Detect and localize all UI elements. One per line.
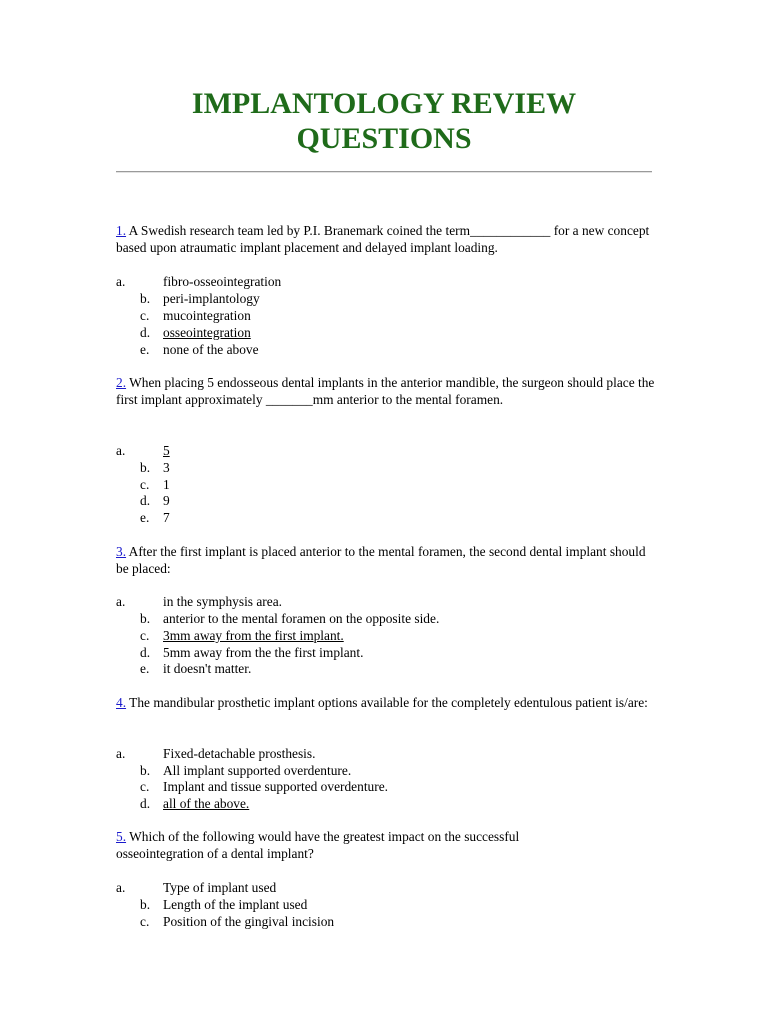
option-text: All implant supported overdenture. bbox=[163, 763, 352, 778]
option-letter: b. bbox=[140, 897, 151, 912]
page-title-line-2: QUESTIONS bbox=[296, 122, 472, 155]
option-text: 3 bbox=[163, 460, 170, 475]
option-letter: b. bbox=[140, 460, 151, 475]
option-letter: d. bbox=[140, 645, 151, 660]
option-letter: c. bbox=[140, 779, 150, 794]
option-text: Type of implant used bbox=[163, 880, 277, 895]
option-text: Position of the gingival incision bbox=[163, 914, 335, 929]
option-text-answer: osseointegration bbox=[163, 325, 251, 340]
option-text: Length of the implant used bbox=[163, 897, 308, 912]
question-5-text: Which of the following would have the greatest impact on the successful osseointegration of a dental implant? bbox=[116, 829, 520, 861]
page-title-line-1: IMPLANTOLOGY REVIEW bbox=[191, 87, 577, 120]
option-text: Implant and tissue supported overdenture. bbox=[163, 779, 388, 794]
question-1-text: A Swedish research team led by P.I. Branemark coined the term____________ for a new concept based upon atraumatic implant placement and delayed implant loading. bbox=[116, 223, 650, 255]
horizontal-rule bbox=[116, 171, 652, 173]
option-letter: c. bbox=[140, 628, 150, 643]
question-3-number-link[interactable]: 3. bbox=[116, 544, 127, 559]
option-text: fibro-osseointegration bbox=[163, 274, 282, 289]
question-1-number-link[interactable]: 1. bbox=[116, 223, 127, 238]
option-letter: a. bbox=[116, 746, 126, 761]
question-1-stem bbox=[116, 222, 656, 256]
question-5-stem bbox=[116, 828, 536, 862]
option-letter: a. bbox=[116, 443, 126, 458]
option-text-answer: 5 bbox=[163, 443, 170, 458]
option-letter: c. bbox=[140, 477, 150, 492]
question-4-stem bbox=[116, 694, 656, 711]
option-text: peri-implantology bbox=[163, 291, 260, 306]
option-letter: e. bbox=[140, 661, 150, 676]
option-text: 5mm away from the the first implant. bbox=[163, 645, 364, 660]
option-letter: c. bbox=[140, 308, 150, 323]
option-text: mucointegration bbox=[163, 308, 251, 323]
question-2-text: When placing 5 endosseous dental implants in the anterior mandible, the surgeon should place the first implant approximately _______mm anterior to the mental foramen. bbox=[116, 375, 655, 407]
option-text: Fixed-detachable prosthesis. bbox=[163, 746, 316, 761]
page-title bbox=[0, 86, 768, 156]
option-text: it doesn't matter. bbox=[163, 661, 252, 676]
question-3-stem bbox=[116, 543, 656, 577]
option-letter: a. bbox=[116, 274, 126, 289]
question-2-stem bbox=[116, 374, 656, 408]
option-letter: a. bbox=[116, 594, 126, 609]
question-5-number-link[interactable]: 5. bbox=[116, 829, 127, 844]
option-letter: c. bbox=[140, 914, 150, 929]
option-letter: a. bbox=[116, 880, 126, 895]
option-letter: e. bbox=[140, 342, 150, 357]
option-text: 9 bbox=[163, 493, 170, 508]
option-text: none of the above bbox=[163, 342, 259, 357]
option-text-answer: 3mm away from the first implant. bbox=[163, 628, 344, 643]
option-letter: b. bbox=[140, 291, 151, 306]
question-2-number-link[interactable]: 2. bbox=[116, 375, 127, 390]
option-text: 7 bbox=[163, 510, 170, 525]
question-4-number-link[interactable]: 4. bbox=[116, 695, 127, 710]
question-3-text: After the first implant is placed anterior to the mental foramen, the second dental implant should be placed: bbox=[116, 544, 646, 576]
option-letter: e. bbox=[140, 510, 150, 525]
option-text: 1 bbox=[163, 477, 170, 492]
option-letter: d. bbox=[140, 325, 151, 340]
option-text-answer: all of the above. bbox=[163, 796, 250, 811]
option-text: in the symphysis area. bbox=[163, 594, 283, 609]
option-letter: b. bbox=[140, 763, 151, 778]
option-letter: b. bbox=[140, 611, 151, 626]
option-text: anterior to the mental foramen on the opposite side. bbox=[163, 611, 440, 626]
option-letter: d. bbox=[140, 796, 151, 811]
option-letter: d. bbox=[140, 493, 151, 508]
question-4-text: The mandibular prosthetic implant options available for the completely edentulous patient is/are: bbox=[126, 695, 648, 710]
